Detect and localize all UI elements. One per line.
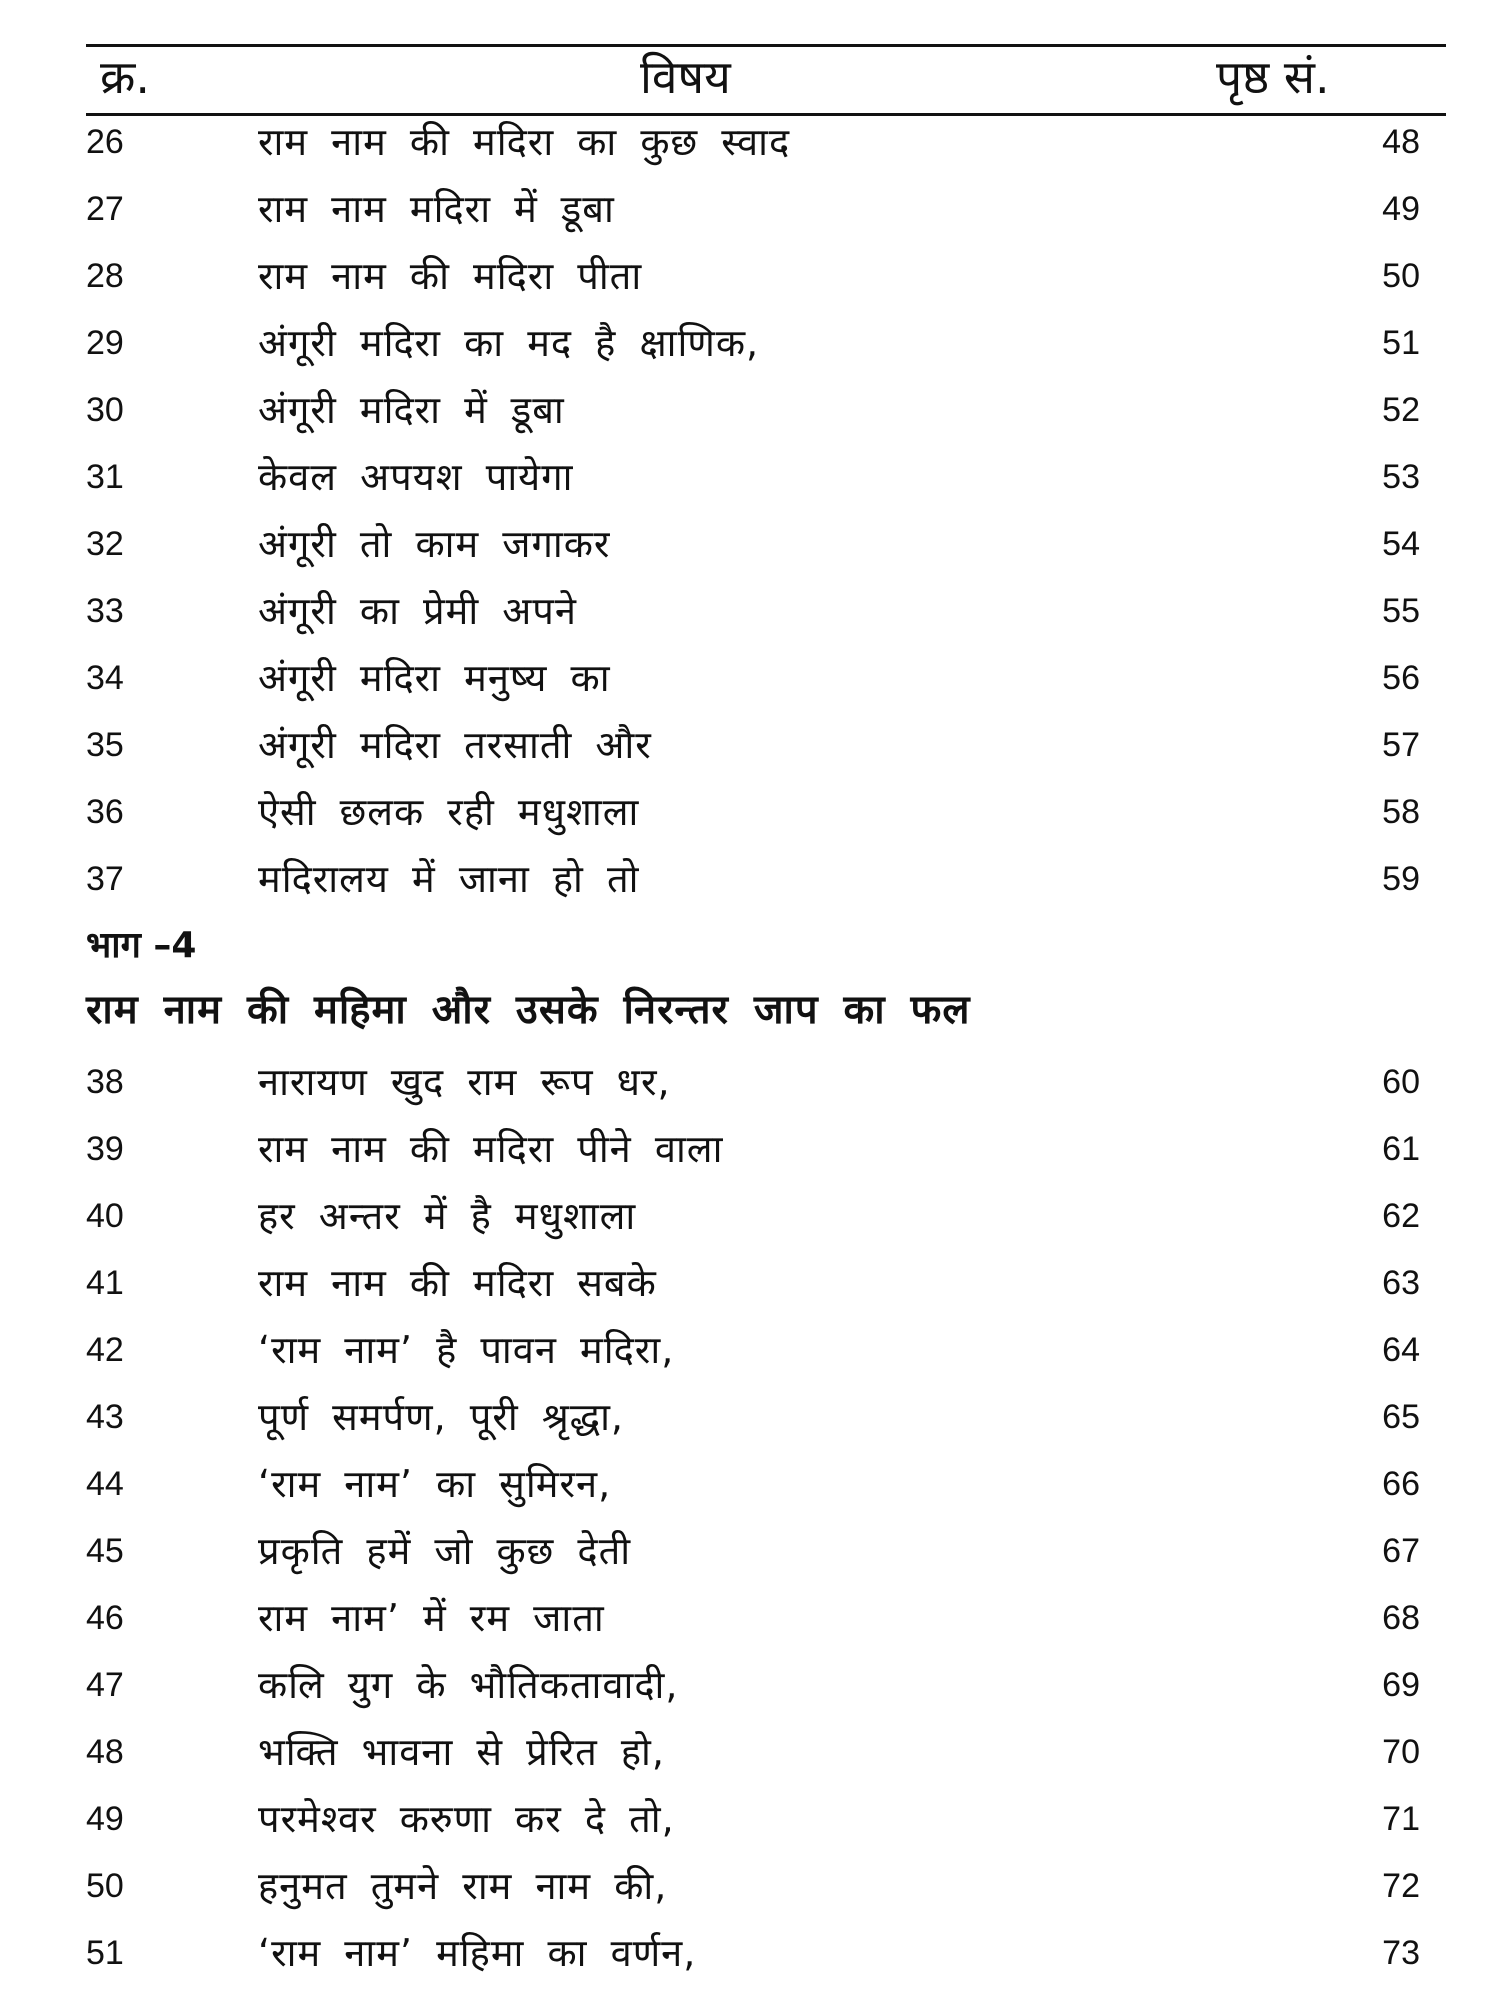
- toc-row: [0, 1454, 1500, 1514]
- entry-number: 50: [86, 1867, 124, 1905]
- toc-row: [0, 1320, 1500, 1380]
- entry-title: राम नाम की मदिरा पीता: [258, 254, 643, 298]
- entry-page: 72: [1382, 1867, 1420, 1905]
- entry-page: 69: [1382, 1666, 1420, 1704]
- entry-number: 51: [86, 1934, 124, 1972]
- entry-title: अंगूरी मदिरा मनुष्य का: [258, 656, 611, 700]
- entry-number: 34: [86, 659, 124, 697]
- toc-row: [0, 246, 1500, 306]
- entry-title: अंगूरी मदिरा तरसाती और: [258, 723, 652, 767]
- entry-number: 46: [86, 1599, 124, 1637]
- toc-row: [0, 1186, 1500, 1246]
- entry-number: 40: [86, 1197, 124, 1235]
- entry-page: 64: [1382, 1331, 1420, 1369]
- toc-row: [0, 179, 1500, 239]
- entry-page: 48: [1382, 123, 1420, 161]
- entry-title: पूर्ण समर्पण, पूरी श्रृद्धा,: [258, 1395, 625, 1439]
- entry-number: 38: [86, 1063, 124, 1101]
- entry-title: अंगूरी मदिरा में डूबा: [258, 388, 565, 432]
- toc-row: [0, 112, 1500, 172]
- entry-title: कलि युग के भौतिकतावादी,: [258, 1663, 679, 1707]
- entry-page: 70: [1382, 1733, 1420, 1771]
- header-subject: विषय: [640, 50, 731, 104]
- entry-number: 32: [86, 525, 124, 563]
- entry-number: 49: [86, 1800, 124, 1838]
- entry-number: 28: [86, 257, 124, 295]
- entry-title: ऐसी छलक रही मधुशाला: [258, 790, 640, 834]
- entry-page: 67: [1382, 1532, 1420, 1570]
- entry-number: 43: [86, 1398, 124, 1436]
- entry-title: ‘राम नाम’ है पावन मदिरा,: [258, 1328, 675, 1372]
- entry-page: 59: [1382, 860, 1420, 898]
- entry-page: 66: [1382, 1465, 1420, 1503]
- entry-title: प्रकृति हमें जो कुछ देती: [258, 1529, 632, 1573]
- toc-row: [0, 447, 1500, 507]
- entry-title: राम नाम की मदिरा का कुछ स्वाद: [258, 120, 791, 164]
- entry-number: 41: [86, 1264, 124, 1302]
- entry-number: 27: [86, 190, 124, 228]
- section-title: राम नाम की महिमा और उसके निरन्तर जाप का फल: [86, 987, 971, 1033]
- toc-row: [0, 782, 1500, 842]
- entry-number: 42: [86, 1331, 124, 1369]
- entry-page: 52: [1382, 391, 1420, 429]
- toc-row: [0, 1588, 1500, 1648]
- entry-title: नारायण खुद राम रूप धर,: [258, 1060, 671, 1104]
- entry-page: 57: [1382, 726, 1420, 764]
- entry-page: 53: [1382, 458, 1420, 496]
- entry-title: राम नाम’ में रम जाता: [258, 1596, 605, 1640]
- entry-page: 55: [1382, 592, 1420, 630]
- entry-page: 68: [1382, 1599, 1420, 1637]
- entry-number: 37: [86, 860, 124, 898]
- entry-title: राम नाम मदिरा में डूबा: [258, 187, 615, 231]
- entry-page: 50: [1382, 257, 1420, 295]
- toc-row: [0, 715, 1500, 775]
- toc-row: [0, 1923, 1500, 1983]
- entry-number: 30: [86, 391, 124, 429]
- entry-title: राम नाम की मदिरा पीने वाला: [258, 1127, 724, 1171]
- entry-title: अंगूरी मदिरा का मद है क्षाणिक,: [258, 321, 760, 365]
- toc-row: [0, 581, 1500, 641]
- entry-page: 73: [1382, 1934, 1420, 1972]
- entry-page: 51: [1382, 324, 1420, 362]
- toc-row: [0, 1052, 1500, 1112]
- entry-page: 65: [1382, 1398, 1420, 1436]
- entry-number: 29: [86, 324, 124, 362]
- entry-title: अंगूरी तो काम जगाकर: [258, 522, 611, 566]
- entry-page: 58: [1382, 793, 1420, 831]
- toc-row: [0, 1655, 1500, 1715]
- entry-number: 33: [86, 592, 124, 630]
- entry-title: अंगूरी का प्रेमी अपने: [258, 589, 577, 633]
- toc-row: [0, 1387, 1500, 1447]
- toc-row: [0, 1789, 1500, 1849]
- section-label: भाग –4: [86, 925, 197, 966]
- entry-number: 47: [86, 1666, 124, 1704]
- entry-page: 54: [1382, 525, 1420, 563]
- entry-title: केवल अपयश पायेगा: [258, 455, 574, 499]
- header-page: पृष्ठ सं.: [1216, 50, 1330, 104]
- entry-page: 62: [1382, 1197, 1420, 1235]
- entry-title: ‘राम नाम’ का सुमिरन,: [258, 1462, 612, 1506]
- toc-row: [0, 313, 1500, 373]
- entry-page: 60: [1382, 1063, 1420, 1101]
- toc-row: [0, 648, 1500, 708]
- toc-row: [0, 1253, 1500, 1313]
- toc-row: [0, 1722, 1500, 1782]
- toc-row: [0, 380, 1500, 440]
- entry-page: 56: [1382, 659, 1420, 697]
- entry-number: 45: [86, 1532, 124, 1570]
- entry-number: 31: [86, 458, 124, 496]
- toc-row: [0, 514, 1500, 574]
- entry-title: परमेश्वर करुणा कर दे तो,: [258, 1797, 675, 1841]
- entry-page: 49: [1382, 190, 1420, 228]
- toc-row: [0, 1119, 1500, 1179]
- entry-page: 63: [1382, 1264, 1420, 1302]
- entry-title: भक्ति भावना से प्रेरित हो,: [258, 1730, 665, 1774]
- entry-title: मदिरालय में जाना हो तो: [258, 857, 640, 901]
- entry-title: ‘राम नाम’ महिमा का वर्णन,: [258, 1931, 697, 1975]
- entry-page: 71: [1382, 1800, 1420, 1838]
- entry-number: 44: [86, 1465, 124, 1503]
- entry-number: 35: [86, 726, 124, 764]
- entry-number: 39: [86, 1130, 124, 1168]
- entry-title: हनुमत तुमने राम नाम की,: [258, 1864, 668, 1908]
- toc-row: [0, 849, 1500, 909]
- entry-number: 48: [86, 1733, 124, 1771]
- entry-title: हर अन्तर में है मधुशाला: [258, 1194, 637, 1238]
- toc-row: [0, 1856, 1500, 1916]
- header-number: क्र.: [100, 50, 150, 104]
- entry-title: राम नाम की मदिरा सबके: [258, 1261, 657, 1305]
- entry-number: 26: [86, 123, 124, 161]
- toc-row: [0, 1521, 1500, 1581]
- entry-number: 36: [86, 793, 124, 831]
- entry-page: 61: [1382, 1130, 1420, 1168]
